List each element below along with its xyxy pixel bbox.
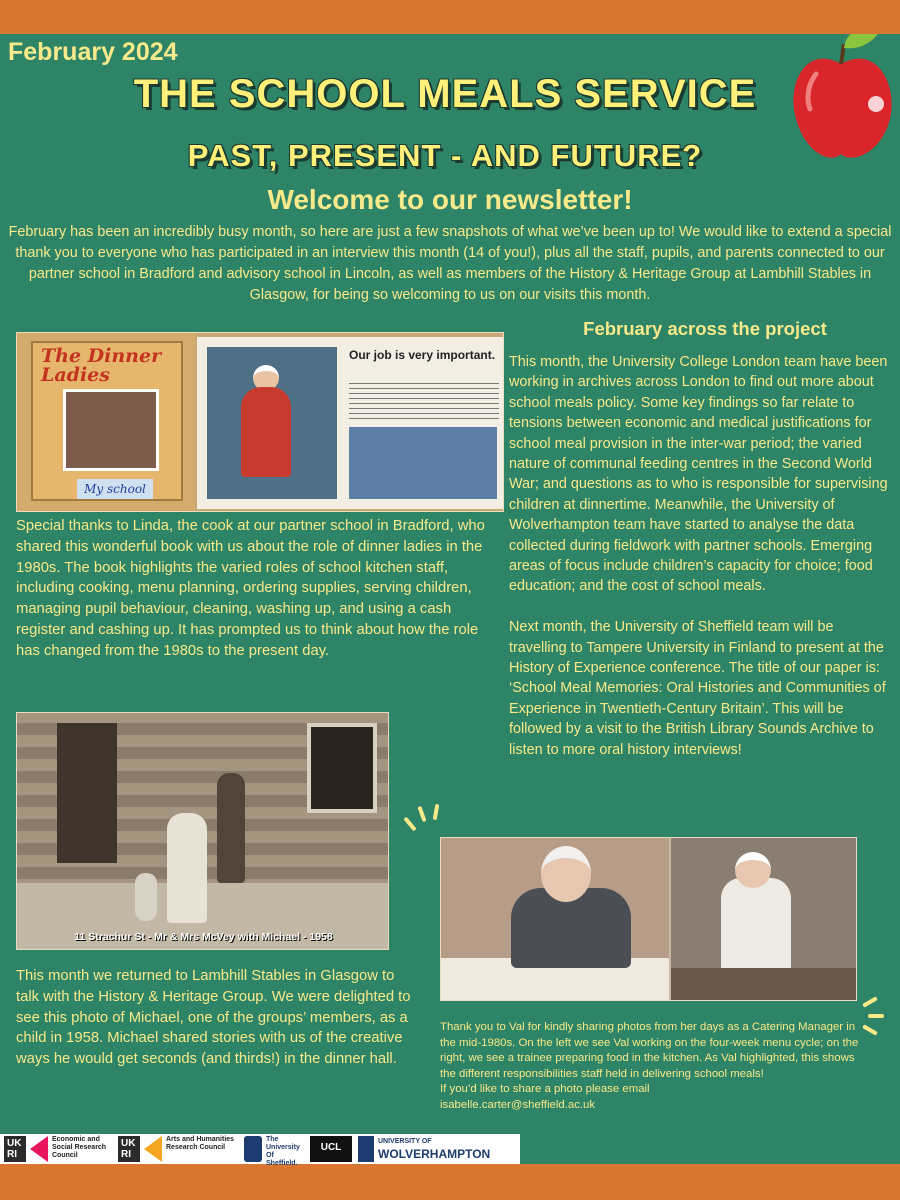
- welcome-heading: Welcome to our newsletter!: [267, 184, 633, 215]
- val-caption: [440, 1020, 860, 1114]
- contact-email[interactable]: isabelle.carter@sheffield.ac.uk: [440, 1098, 596, 1111]
- newsletter-subtitle: PAST, PRESENT - AND FUTURE?: [187, 138, 703, 173]
- share-photo-cta: If you’d like to share a photo please email: [440, 1083, 650, 1096]
- man-figure: [167, 813, 207, 923]
- funder-logos: [0, 1134, 520, 1167]
- window: [307, 723, 377, 813]
- book-title: The Dinner Ladies: [41, 345, 162, 386]
- project-text: [509, 352, 891, 760]
- book-tag: My school: [77, 479, 153, 499]
- esrc-arrow-icon: [30, 1136, 48, 1162]
- book-cover-area: [17, 333, 195, 512]
- newsletter-title: THE SCHOOL MEALS SERVICE: [133, 72, 757, 116]
- wolverhampton-logo-small: UNIVERSITY OF: [378, 1138, 432, 1145]
- val-figure-head: [541, 846, 591, 902]
- book-cover: [31, 341, 183, 501]
- cook-figure: [241, 387, 291, 477]
- child-figure: [135, 873, 157, 921]
- project-paragraph-1: This month, the University College London team have been working in archives across London to find out more about school meals policy. Some key findings so far relate to tensions between economic and medical justifications for school meal provision in the inter-war period; the varied nature of communal feeding centres in the Second World War; and questions as to who is responsible for supervising children at dinnertime. Meanwhile, the University of Wolverhampton team have started to analyse the data collected during fieldwork with partner schools. Emerging areas of focus include children’s capacity for choice; food education; and the cost of school meals.: [509, 354, 888, 595]
- ahrc-arrow-icon: [144, 1136, 162, 1162]
- woman-figure: [217, 773, 245, 883]
- newsletter-date: February 2024: [8, 38, 178, 66]
- trainee-figure-head: [735, 852, 771, 888]
- book-caption: Special thanks to Linda, the cook at our partner school in Bradford, who shared this wonderful book with us about the role of dinner ladies in the 1980s. The book highlights the varied roles of school kitchen staff, including cooking, menu planning, ordering supplies, serving children, managing pupil behaviour, cleaning, washing up, and using a cash register and cashing up. It has prompted us to think about how the role has changed from the 1980s to the present day.: [16, 518, 485, 659]
- book-open-pages: [197, 337, 504, 509]
- book-cover-picture: [63, 389, 159, 471]
- ukri-logo-2: UK RI: [118, 1136, 140, 1162]
- dinner-ladies-book-photo: [16, 332, 504, 512]
- newsletter-page: [0, 34, 900, 1167]
- book-page-classroom-picture: [349, 427, 497, 499]
- lambhill-caption: This month we returned to Lambhill Stables in Glasgow to talk with the History & Heritage Group. We were delighted to see this photo of Michael, one of the groups’ members, as a child in 1958. Michael shared stories with us of the creative ways he would get seconds (and thirds!) in the dinner hall.: [16, 968, 411, 1068]
- street-photo-caption: 11 Strachur St - Mr & Mrs McVey with Michael - 1958: [74, 931, 333, 943]
- catering-manager-photos: [440, 837, 857, 1001]
- ahrc-logo: Arts and Humanities Research Council: [166, 1136, 235, 1151]
- book-page-picture: [207, 347, 337, 499]
- book-page-heading: Our job is very important.: [349, 348, 496, 362]
- wolverhampton-crest-icon: [358, 1136, 374, 1162]
- strachur-street-photo: [16, 712, 389, 950]
- ukri-logo: UK RI: [4, 1136, 26, 1162]
- book-page-text-lines: [349, 379, 499, 419]
- sheffield-crest-icon: [244, 1136, 262, 1162]
- wolverhampton-logo: WOLVERHAMPTON: [378, 1147, 491, 1161]
- project-heading: February across the project: [583, 318, 827, 339]
- sheffield-logo: The University Of Sheffield.: [266, 1136, 300, 1167]
- esrc-logo: Economic and Social Research Council: [52, 1136, 107, 1159]
- project-paragraph-2: Next month, the University of Sheffield team will be travelling to Tampere University in Finland to present at the History of Experience conference. The title of our paper is: ‘School Meal Memories: Oral Histories and Communities of Experience in Twentieth-Century Britain’. This will be followed by a visit to the British Library Sounds Archive to listen to more oral history interviews!: [509, 619, 886, 758]
- val-caption-text: Thank you to Val for kindly sharing photos from her days as a Catering Manager in the mid-1980s. On the left we see Val working on the four-week menu cycle; on the right, we see a trainee preparing food in the kitchen. As Val highlighted, this shows the different responsibilities staff held in delivering school meals!: [440, 1021, 859, 1080]
- ucl-logo: UCL: [310, 1136, 352, 1162]
- sparkle-marks-top: [404, 802, 444, 842]
- apple-icon: [786, 34, 896, 164]
- sparkle-marks-bottom: [862, 992, 896, 1042]
- doorway: [57, 723, 117, 863]
- kitchen-bench: [671, 968, 857, 1001]
- val-desk-photo: [441, 838, 669, 1001]
- intro-paragraph: February has been an incredibly busy month, so here are just a few snapshots of what we’ve been up to! We would like to extend a special thank you to everyone who has participated in an interview this month (14 of you!), plus all the staff, pupils, and parents connected to our partner school in Bradford and advisory school in Lincoln, as well as members of the History & Heritage Group at Lambhill Stables in Glasgow, for being so welcoming to us on our visits this month.: [8, 224, 892, 303]
- trainee-kitchen-photo: [671, 838, 857, 1001]
